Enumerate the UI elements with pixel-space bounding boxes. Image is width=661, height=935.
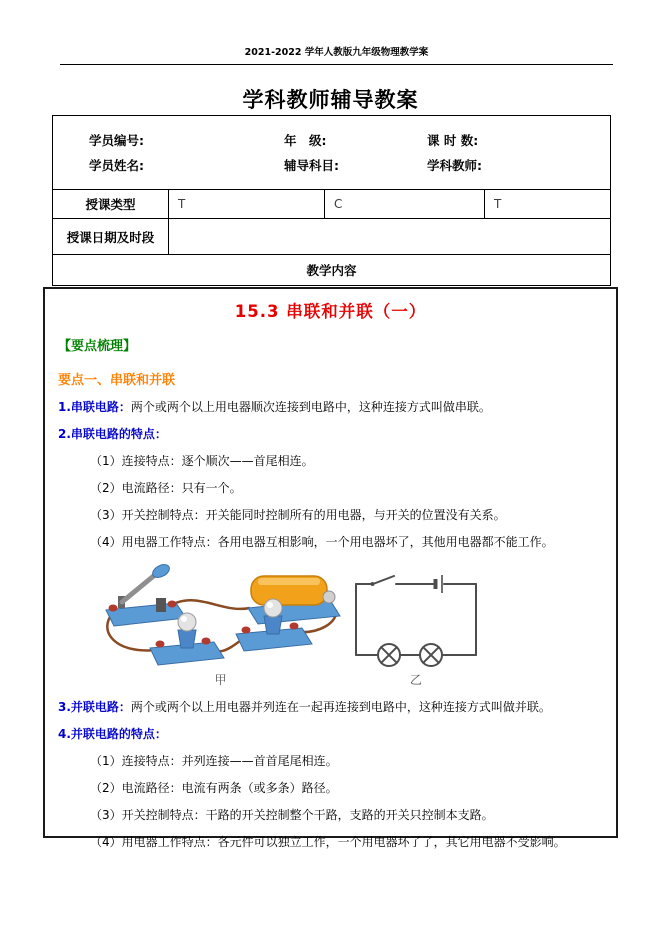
series-features-heading — [58, 427, 603, 442]
lesson-type-cell-2: C — [324, 190, 484, 218]
figure-circuit-diagram — [347, 558, 485, 688]
section-point-one: 要点一、串联和并联 — [58, 373, 176, 388]
series-point-4: （4）用电器工作特点：各用电器互相影响，一个用电器坏了，其他用电器都不能工作。 — [90, 535, 554, 549]
series-point-2: （2）电流路径：只有一个。 — [90, 481, 242, 495]
parallel-point-4: （4）用电器工作特点：各元件可以独立工作，一个用电器坏了了，其它用电器不受影响。 — [90, 835, 566, 849]
teaching-content-header: 教学内容 — [306, 263, 357, 278]
lesson-type-label: 授课类型 — [85, 197, 136, 212]
subject-label: 辅导科目: — [284, 158, 339, 173]
lesson-date-row — [53, 219, 610, 255]
lesson-title: 15.3 串联和并联（一） — [234, 302, 427, 321]
grade-label: 年 级: — [284, 133, 327, 148]
parallel-features-heading — [58, 727, 603, 742]
student-info-table — [52, 115, 611, 286]
parallel-point-3: （3）开关控制特点：干路的开关控制整个干路，支路的开关只控制本支路。 — [90, 808, 494, 822]
series-point-3: （3）开关控制特点：开关能同时控制所有的用电器，与开关的位置没有关系。 — [90, 508, 506, 522]
lesson-type-row — [53, 190, 610, 219]
series-circuit-diagram — [347, 574, 485, 669]
series-features-lead: 2.串联电路的特点： — [58, 427, 167, 441]
lesson-hours-label: 课 时 数: — [427, 133, 479, 148]
parallel-definition — [58, 700, 603, 715]
series-definition — [58, 400, 603, 415]
parallel-definition-text: 两个或两个以上用电器并列连在一起再连接到电路中，这种连接方式叫做并联。 — [130, 700, 551, 714]
series-circuit-photo — [98, 558, 343, 670]
lesson-type-cell-3: T — [484, 190, 610, 218]
figure-real-circuit — [98, 558, 343, 688]
student-name-label: 学员姓名: — [89, 158, 144, 173]
info-line-1 — [53, 131, 610, 149]
page-header-text: 2021-2022 学年人教版九年级物理教学案 — [60, 44, 613, 65]
series-definition-text: 两个或两个以上用电器顺次连接到电路中，这种连接方式叫做串联。 — [130, 400, 491, 414]
parallel-point-1: （1）连接特点：并列连接——首首尾尾相连。 — [90, 754, 338, 768]
info-line-2 — [53, 156, 610, 174]
section-key-points: 【要点梳理】 — [58, 339, 137, 354]
parallel-features-lead: 4.并联电路的特点： — [58, 727, 167, 741]
document-title: 学科教师辅导教案 — [242, 87, 419, 112]
series-definition-lead: 1.串联电路： — [58, 400, 131, 414]
lesson-date-label: 授课日期及时段 — [66, 229, 155, 245]
teacher-label: 学科教师: — [427, 158, 482, 173]
series-point-1: （1）连接特点：逐个顺次——首尾相连。 — [90, 454, 314, 468]
parallel-point-2: （2）电流路径：电流有两条（或多条）路径。 — [90, 781, 338, 795]
figures-row — [98, 558, 603, 688]
student-info-row — [53, 116, 610, 190]
teaching-content-box — [43, 287, 618, 849]
parallel-definition-lead: 3.并联电路： — [58, 700, 131, 714]
lesson-type-cell-1: T — [168, 190, 324, 218]
figure-label-jia: 甲 — [214, 673, 227, 687]
figure-label-yi: 乙 — [409, 673, 422, 687]
student-id-label: 学员编号: — [89, 133, 144, 148]
lesson-date-cell — [168, 219, 610, 254]
